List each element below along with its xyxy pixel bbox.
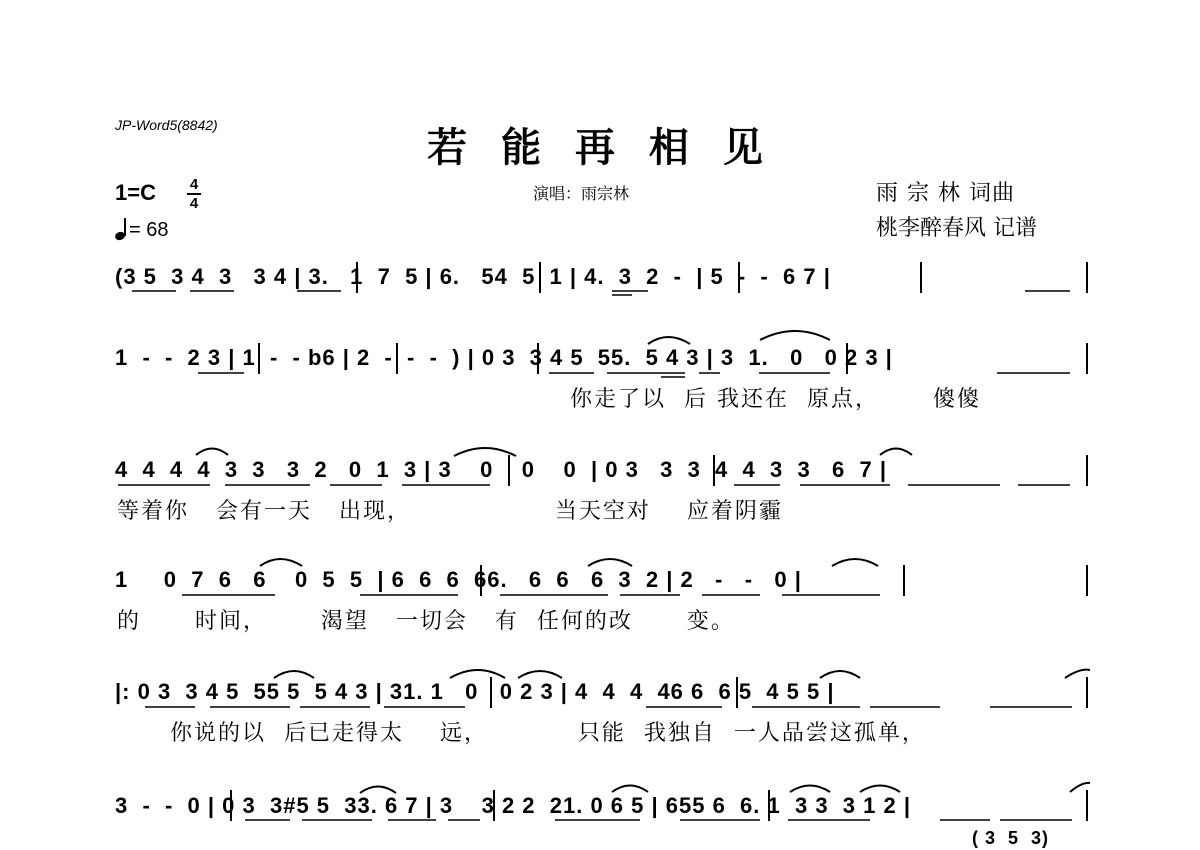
- source-label: JP-Word5(8842): [115, 117, 218, 133]
- time-signature-bottom: 4: [189, 195, 199, 212]
- score-line-3: 4 4 4 4 3 3 3 2 0 1 3 | 3 0 0 0 | 0 3 3 3 4 4 3 3 6 7 |: [115, 457, 887, 482]
- song-title: 若 能 再 相 见: [427, 124, 773, 171]
- lyric-line-5: 你说的以 后已走得太 远， 只能 我独自 一人品尝这孤单，: [170, 721, 926, 746]
- key-signature: 1=C: [115, 180, 156, 205]
- time-signature-top: 4: [189, 176, 199, 193]
- time-signature: [187, 176, 201, 212]
- tempo-value: = 68: [129, 219, 169, 241]
- tempo-marking: [115, 216, 168, 242]
- score-line-2: 1 - - 2 3 | 1 - - b6 | 2 - - - ) | 0 3 3 4 5 55. 5 4 3 | 3 1. 0 0 2 3 |: [115, 345, 893, 370]
- transcriber-credit: 桃李醉春风 记谱: [876, 216, 1037, 241]
- score-line-1: (3 5 3 4 3 3 4 | 3. 1 7 5 | 6. 54 5 1 | 4. 3 2 - | 5 - - 6 7 |: [115, 264, 831, 289]
- score-line-6: 3 - - 0 | 0 3 3#5 5 33. 6 7 | 3 3 2 2 21. 0 6 5 | 655 6 6. 1 3 3 3 1 2 |: [115, 793, 911, 818]
- singer-credit: 演唱：雨宗林: [533, 186, 630, 203]
- score-line-4: 1 0 7 6 6 0 5 5 | 6 6 6 66. 6 6 6 3 2 | 2 - - 0 |: [115, 567, 802, 592]
- lyrics-music-credit: 雨 宗 林 词曲: [876, 181, 1015, 206]
- quarter-note-icon: [115, 216, 129, 240]
- lyric-line-3: 等着你 会有一天 出现， 当天空对 应着阴霾: [117, 499, 783, 524]
- lyric-line-4: 的 时间， 渴望 一切会 有 任何的改 变。: [117, 609, 735, 634]
- score-line-6-alternate: ( 3 5 3): [972, 828, 1050, 848]
- score-line-5: |: 0 3 3 4 5 55 5 5 4 3 | 31. 1 0 0 2 3 | 4 4 4 46 6 6 5 4 5 5 |: [115, 679, 835, 704]
- lyric-line-2: 你走了以 后 我还在 原点， 傻傻: [570, 387, 981, 412]
